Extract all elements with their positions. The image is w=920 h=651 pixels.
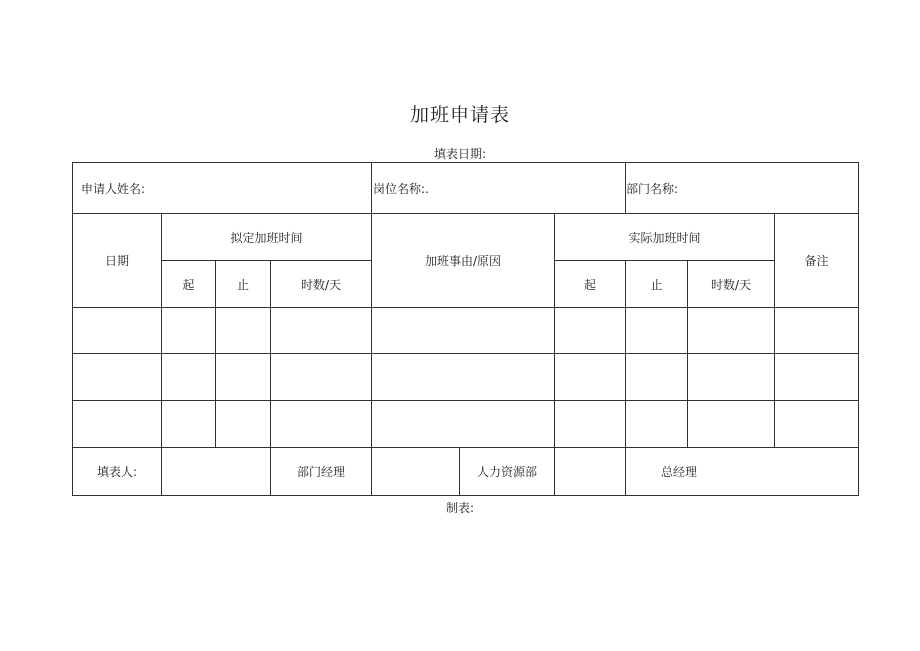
actual-start-header: 起 [583,277,596,292]
planned-end-header: 止 [236,277,249,292]
remarks-header: 备注 [804,254,829,268]
date-header: 日期 [104,254,129,268]
planned-hours-header: 时数/天 [300,277,342,292]
planned-start-header: 起 [182,277,195,292]
page-title: 加班申请表 [409,104,510,126]
actual-overtime-header: 实际加班时间 [628,230,701,245]
department-name-label: 部门名称: [626,181,679,196]
fill-date-label: 填表日期: [433,147,487,161]
dept-manager-label: 部门经理 [296,465,345,479]
actual-end-header: 止 [650,277,663,292]
planned-overtime-header: 拟定加班时间 [230,230,303,245]
applicant-name-label: 申请人姓名: [81,181,146,196]
maker-label: 制表: [445,501,475,515]
position-name-label: 岗位名称:. [373,181,429,196]
filler-label: 填表人: [96,465,138,479]
hr-dept-label: 人力资源部 [476,465,537,479]
reason-header: 加班事由/原因 [424,254,502,268]
actual-hours-header: 时数/天 [710,277,752,292]
general-manager-label: 总经理 [660,465,697,479]
